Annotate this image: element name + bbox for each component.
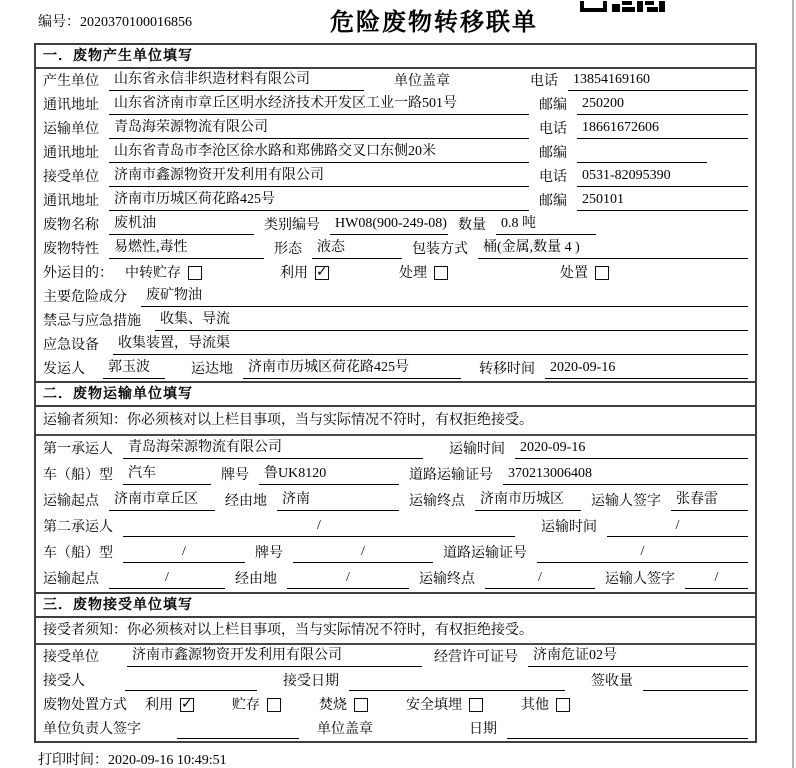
form-row (36, 645, 755, 669)
field-value: / (607, 517, 748, 537)
blank-field (507, 719, 748, 739)
checkbox-label: 安全填埋 (406, 697, 462, 713)
form-row (36, 717, 755, 741)
checkbox-label: 处置 (560, 265, 588, 281)
field-label: 运输起点 (43, 571, 99, 587)
field-value: / (537, 543, 748, 563)
field-label: 单位负责人签字 (43, 721, 141, 737)
checkbox-unchecked-icon[interactable] (354, 698, 368, 712)
checkbox-checked-icon[interactable] (180, 698, 194, 712)
field-value: 济南市历城区 (475, 491, 581, 511)
form-row (36, 693, 755, 717)
form-row (36, 488, 755, 514)
field-value: 济南市历城区荷花路425号 (243, 359, 461, 379)
qr-code-fragment-icon (580, 0, 665, 18)
field-value: 济南 (277, 491, 399, 511)
field-value: 青岛海荣源物流有限公司 (109, 119, 529, 139)
field-label: 通讯地址 (43, 97, 99, 113)
blank-field (349, 671, 565, 691)
form-row (36, 213, 755, 237)
field-value: 济南市鑫源物资开发利用有限公司 (109, 167, 529, 187)
field-label: 运输人签字 (591, 493, 661, 509)
field-label: 运输时间 (541, 519, 597, 535)
field-label: 接受人 (43, 673, 85, 689)
checkbox-field (399, 264, 448, 283)
field-label: 通讯地址 (43, 145, 99, 161)
serial-number: 2020370100016856 (80, 15, 192, 30)
field-value: 济南市历城区荷花路425号 (109, 191, 529, 211)
checkbox-unchecked-icon[interactable] (556, 698, 570, 712)
checkbox-unchecked-icon[interactable] (434, 266, 448, 280)
field-value: 0531-82095390 (577, 167, 748, 187)
field-label: 邮编 (539, 97, 567, 113)
field-value: 张春雷 (671, 491, 748, 511)
form-section (36, 381, 755, 592)
serial-line (38, 11, 192, 31)
field-value: / (293, 543, 433, 563)
field-label: 运输单位 (43, 121, 99, 137)
field-value: 收集、导流 (155, 311, 748, 331)
page-title: 危险废物转移联单 (330, 10, 538, 36)
form-row (36, 261, 755, 285)
field-value: 18661672606 (577, 119, 748, 139)
field-label: 电话 (530, 73, 558, 89)
checkbox-unchecked-icon[interactable] (595, 266, 609, 280)
field-label: 单位盖章 (317, 721, 373, 737)
field-label: 第一承运人 (43, 441, 113, 457)
field-label: 包装方式 (412, 241, 468, 257)
field-label: 经由地 (225, 493, 267, 509)
field-value: 山东省济南市章丘区明水经济技术开发区工业一路501号 (109, 95, 529, 115)
field-label: 发运人 (43, 361, 85, 377)
checkbox-unchecked-icon[interactable] (188, 266, 202, 280)
field-value: 济南市鑫源物资开发利用有限公司 (127, 647, 422, 667)
field-label: 废物处置方式 (43, 697, 127, 713)
checkbox-field (319, 696, 368, 715)
field-label: 废物特性 (43, 241, 99, 257)
form-row (36, 436, 755, 462)
field-label: 签收量 (591, 673, 633, 689)
checkbox-checked-icon[interactable] (315, 266, 329, 280)
field-label: 邮编 (539, 193, 567, 209)
field-value: 液态 (312, 239, 402, 259)
field-value: 250200 (577, 95, 748, 115)
checkbox-field (280, 264, 329, 283)
checkbox-field (125, 264, 202, 283)
field-value: / (685, 569, 748, 589)
form-row (36, 309, 755, 333)
field-label: 经由地 (235, 571, 277, 587)
form-section (36, 592, 755, 741)
form-row (36, 566, 755, 592)
form-row (36, 357, 755, 381)
field-label: 应急设备 (43, 337, 99, 353)
field-value: 2020-09-16 (545, 359, 748, 379)
field-value: 山东省永信非织造材料有限公司 (109, 71, 364, 91)
blank-field (125, 671, 257, 691)
field-label: 车（船）型 (43, 467, 113, 483)
field-label: 禁忌与应急措施 (43, 313, 141, 329)
form-row (36, 141, 755, 165)
field-value: / (485, 569, 595, 589)
blank-field (177, 719, 299, 739)
field-label: 废物名称 (43, 217, 99, 233)
form-row (36, 117, 755, 141)
form-row (36, 462, 755, 488)
field-value: 济南市章丘区 (109, 491, 215, 511)
print-time-line (38, 749, 227, 768)
form-row (36, 237, 755, 261)
checkbox-field (406, 696, 483, 715)
checkbox-label: 利用 (280, 265, 308, 281)
field-label: 道路运输证号 (409, 467, 493, 483)
field-label: 单位盖章 (394, 73, 450, 89)
field-value: 0.8 吨 (496, 215, 596, 235)
form-row (36, 514, 755, 540)
field-value: / (123, 543, 245, 563)
field-label: 车（船）型 (43, 545, 113, 561)
blank-field (577, 143, 707, 163)
field-label: 接受日期 (283, 673, 339, 689)
field-value: 山东省青岛市李沧区徐水路和郑佛路交叉口东侧20米 (109, 143, 529, 163)
section-header: 一．废物产生单位填写 (36, 45, 755, 69)
checkbox-unchecked-icon[interactable] (267, 698, 281, 712)
form-table (34, 43, 757, 743)
form-row (36, 669, 755, 693)
field-label: 邮编 (539, 145, 567, 161)
form-row (36, 69, 755, 93)
checkbox-unchecked-icon[interactable] (469, 698, 483, 712)
field-label: 转移时间 (479, 361, 535, 377)
field-label: 第二承运人 (43, 519, 113, 535)
form-row (36, 540, 755, 566)
field-value: 收集装置，导流渠 (113, 335, 748, 355)
checkbox-label: 利用 (145, 697, 173, 713)
checkbox-label: 处理 (399, 265, 427, 281)
field-value: / (287, 569, 409, 589)
checkbox-label: 贮存 (232, 697, 260, 713)
field-label: 牌号 (221, 467, 249, 483)
section-header: 二．废物运输单位填写 (36, 383, 755, 407)
field-value: 2020-09-16 (515, 439, 748, 459)
field-value: 郭玉波 (103, 359, 165, 379)
field-value: 易燃性,毒性 (109, 239, 264, 259)
blank-field (643, 671, 748, 691)
field-label: 接受单位 (43, 169, 99, 185)
field-label: 运输时间 (449, 441, 505, 457)
checkbox-field (232, 696, 281, 715)
section-header: 三．废物接受单位填写 (36, 594, 755, 618)
field-value: 汽车 (123, 465, 211, 485)
field-label: 电话 (539, 169, 567, 185)
field-label: 牌号 (255, 545, 283, 561)
checkbox-field (521, 696, 570, 715)
field-label: 运输终点 (419, 571, 475, 587)
form-row (36, 165, 755, 189)
section-note: 运输者须知：你必须核对以上栏目事项，当与实际情况不符时，有权拒绝接受。 (36, 407, 755, 436)
page-right-edge-line (792, 0, 794, 768)
field-label: 产生单位 (43, 73, 99, 89)
checkbox-label: 中转贮存 (125, 265, 181, 281)
field-label: 道路运输证号 (443, 545, 527, 561)
field-value: 废机油 (109, 215, 254, 235)
field-value: / (123, 517, 515, 537)
field-value: / (109, 569, 225, 589)
print-time-value: 2020-09-16 10:49:51 (108, 753, 227, 768)
section-note: 接受者须知：你必须核对以上栏目事项，当与实际情况不符时，有权拒绝接受。 (36, 618, 755, 645)
field-value: 青岛海荣源物流有限公司 (123, 439, 423, 459)
field-label: 接受单位 (43, 649, 99, 665)
form-row (36, 93, 755, 117)
form-section (36, 45, 755, 381)
field-label: 主要危险成分 (43, 289, 127, 305)
form-row (36, 333, 755, 357)
field-value: 济南危证02号 (528, 647, 748, 667)
field-value: HW08(900-249-08) (330, 215, 448, 235)
field-label: 类别编号 (264, 217, 320, 233)
form-row (36, 285, 755, 309)
field-label: 运输终点 (409, 493, 465, 509)
field-label: 运达地 (191, 361, 233, 377)
checkbox-field (145, 696, 194, 715)
field-value: 250101 (577, 191, 748, 211)
field-value: 桶(金属,数量 4 ) (478, 239, 748, 259)
field-value: 鲁UK8120 (259, 465, 399, 485)
field-label: 数量 (458, 217, 486, 233)
field-label: 运输人签字 (605, 571, 675, 587)
field-label: 经营许可证号 (434, 649, 518, 665)
field-label: 外运目的： (43, 265, 113, 281)
field-label: 日期 (469, 721, 497, 737)
field-value: 13854169160 (568, 71, 748, 91)
checkbox-field (560, 264, 609, 283)
checkbox-label: 其他 (521, 697, 549, 713)
print-time-label: 打印时间： (38, 753, 108, 768)
serial-label: 编号： (38, 15, 80, 30)
field-label: 电话 (539, 121, 567, 137)
checkbox-label: 焚烧 (319, 697, 347, 713)
form-row (36, 189, 755, 213)
field-value: 废矿物油 (141, 287, 748, 307)
field-label: 通讯地址 (43, 193, 99, 209)
field-value: 370213006408 (503, 465, 748, 485)
field-label: 形态 (274, 241, 302, 257)
field-label: 运输起点 (43, 493, 99, 509)
